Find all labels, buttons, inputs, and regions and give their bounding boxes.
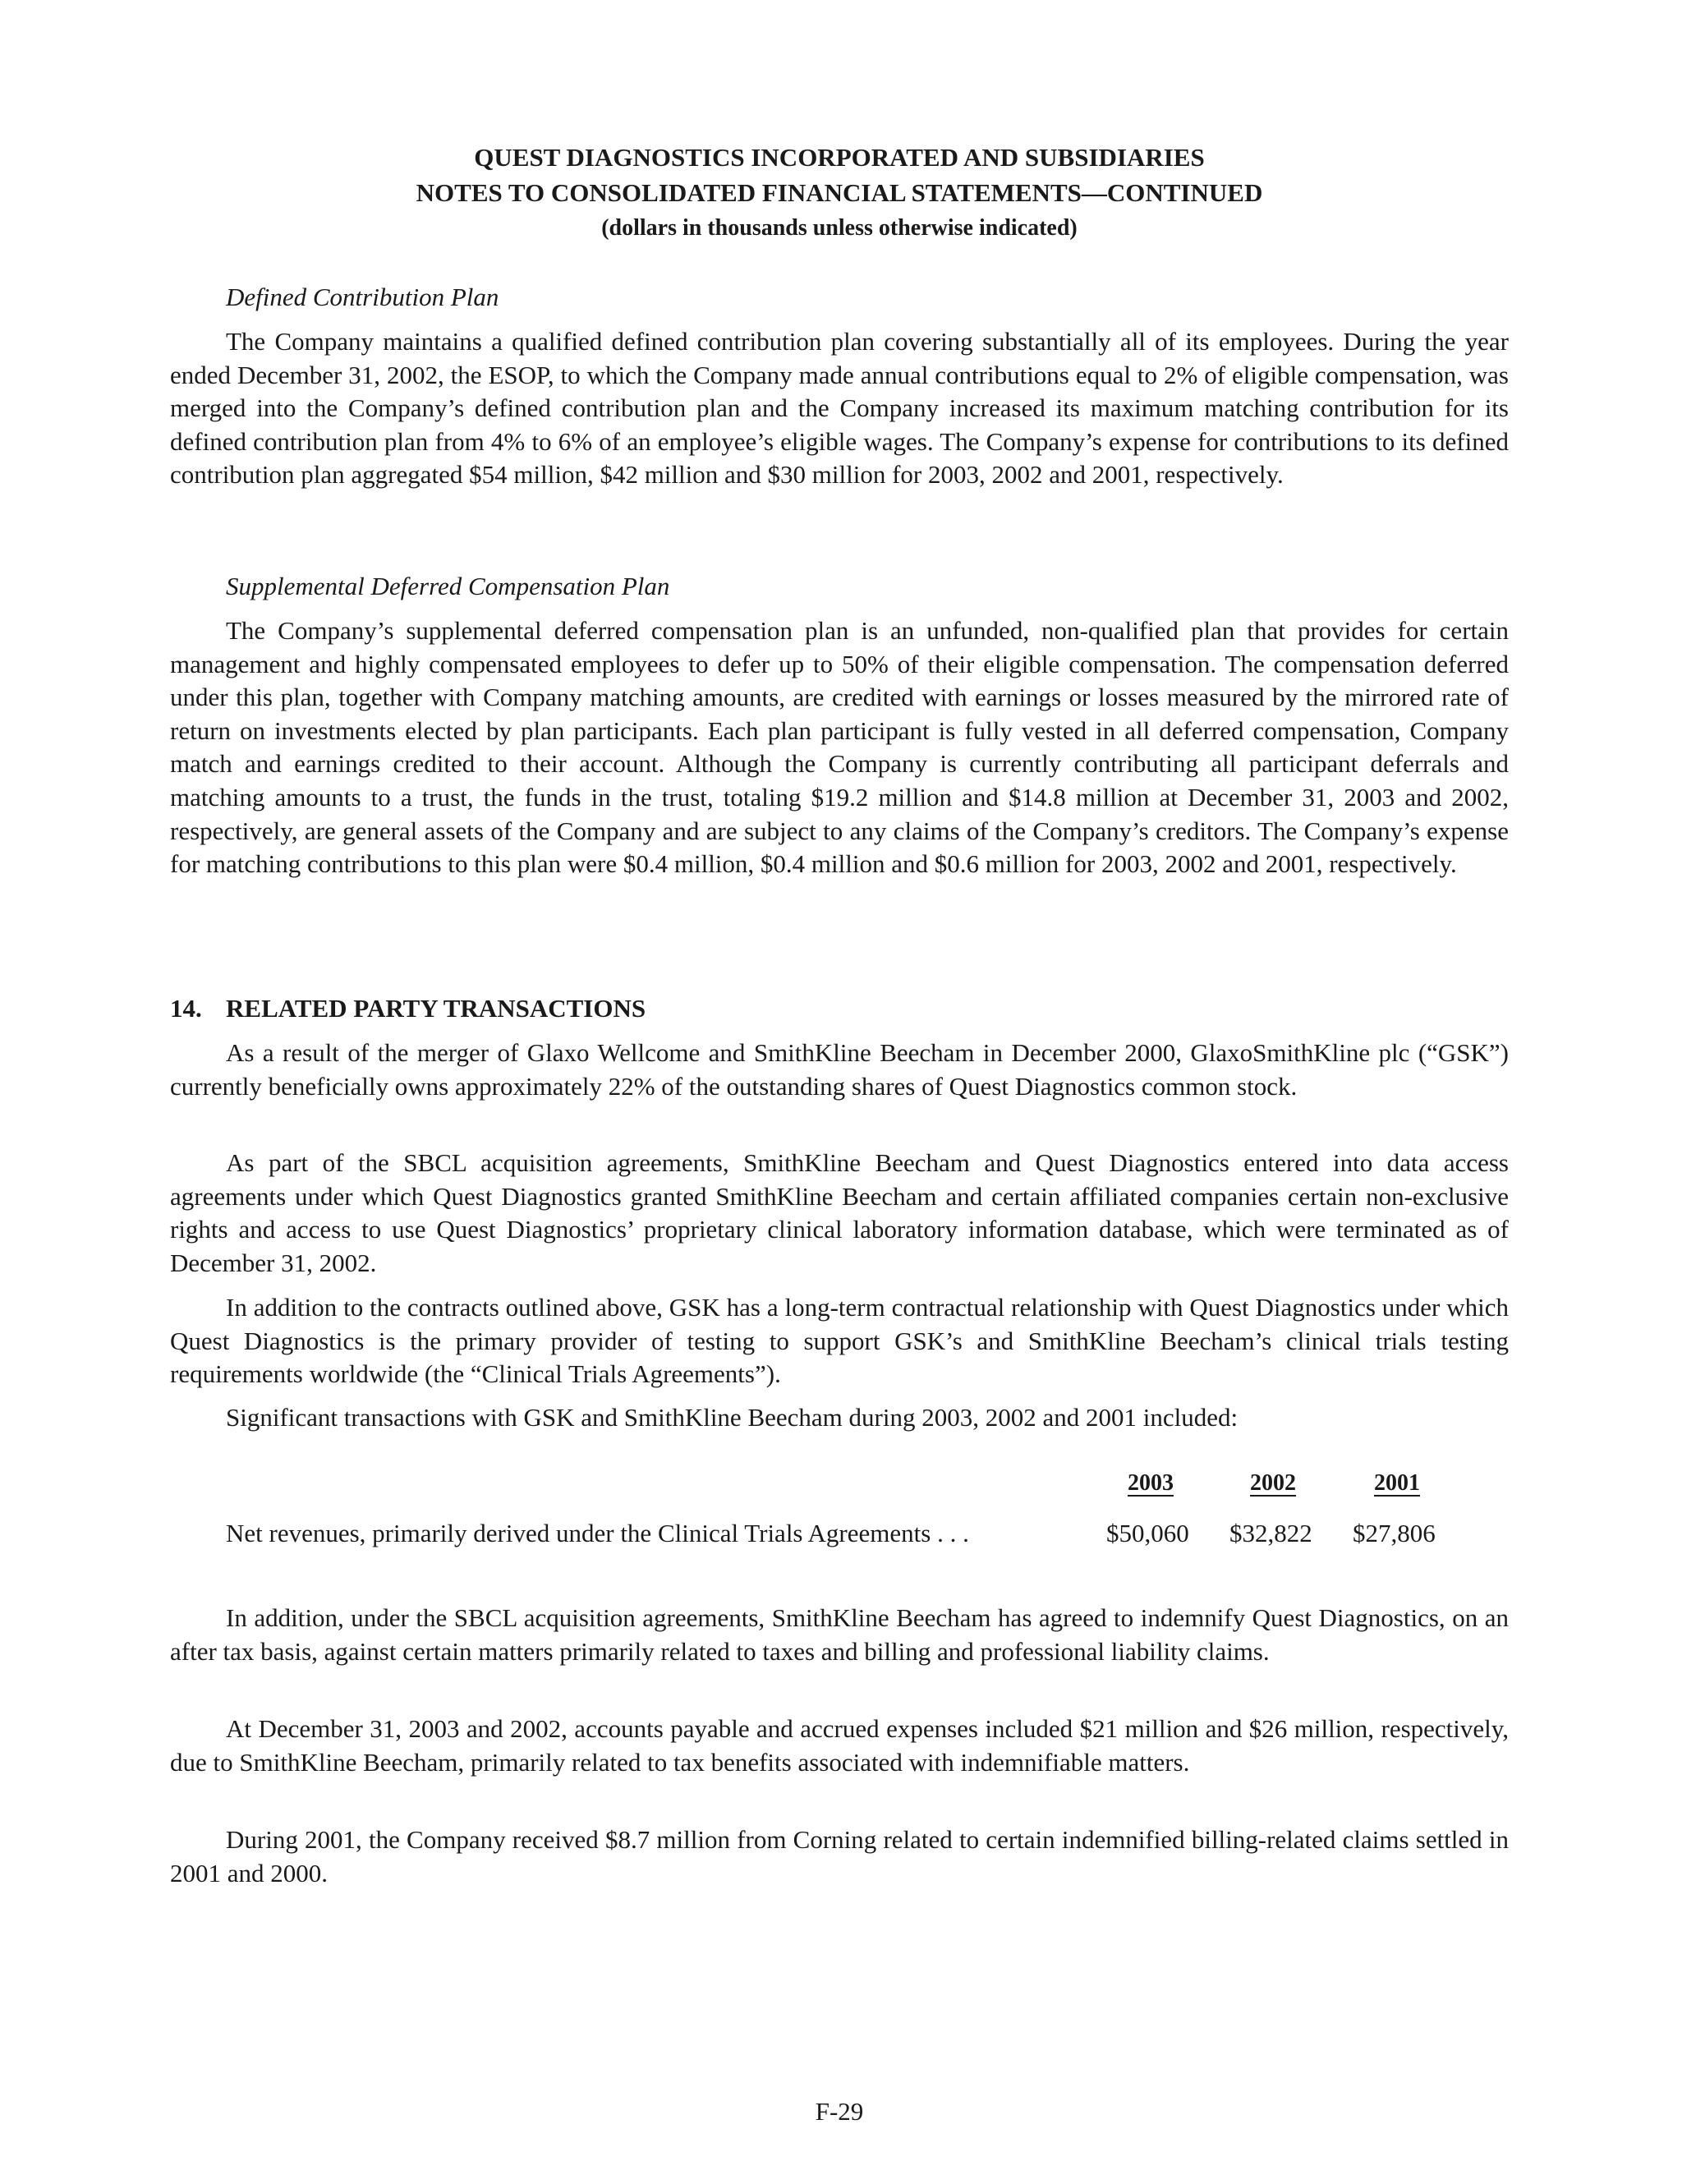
related-party-paragraph-2: As part of the SBCL acquisition agreements, SmithKline Beecham and Quest Diagnostics entered into data access agreements under which Quest Diagnostics granted SmithKline Beecham and certain affiliated companies certain non-exclusive rights and access to use Quest Diagnostics’ proprietary clinical laboratory information database, which were terminated as of December 31, 2002. [170, 1148, 1509, 1277]
related-party-paragraph-3: In addition to the contracts outlined above, GSK has a long-term contractual relationship with Quest Diagnostics under which Quest Diagnostics is the primary provider of testing to support GSK’s and SmithKline Beecham’s clinical trials testing requirements worldwide (the “Clinical Trials Agreements”). [170, 1293, 1509, 1389]
table-header-2001: 2001 [1374, 1470, 1420, 1496]
section-heading [170, 992, 646, 1025]
table-header-2002: 2002 [1250, 1470, 1296, 1496]
table-header-2003: 2003 [1128, 1470, 1174, 1496]
related-party-paragraph-5: In addition, under the SBCL acquisition agreements, SmithKline Beecham has agreed to indemnify Quest Diagnostics, on an after tax basis, against certain matters primarily related to taxes and billing and professional liability claims. [170, 1603, 1509, 1666]
related-party-paragraph-7: During 2001, the Company received $8.7 million from Corning related to certain indemnified billing-related claims settled in 2001 and 2000. [170, 1825, 1509, 1887]
supplemental-plan-heading: Supplemental Deferred Compensation Plan [226, 572, 670, 600]
section-number: 14. [170, 994, 202, 1023]
supplemental-plan-paragraph: The Company’s supplemental deferred compensation plan is an unfunded, non-qualified plan that provides for certain management and highly compensated employees to defer up to 50% of their eligible compensation. The compensation deferred under this plan, together with Company matching amounts, are credited with earnings or losses measured by the mirrored rate of return on investments elected by plan participants. Each plan participant is fully vested in all deferred compensation, Company match and earnings credited to their account. Although the Company is currently contributing all participant deferrals and matching amounts to a trust, the funds in the trust, totaling $19.2 million and $14.8 million at December 31, 2003 and 2002, respectively, are general assets of the Company and are subject to any claims of the Company’s creditors. The Company’s expense for matching contributions to this plan were $0.4 million, $0.4 million and $0.6 million for 2003, 2002 and 2001, respectively. [170, 616, 1509, 879]
row-label: Net revenues, primarily derived under the Clinical Trials Agreements . . . [226, 1519, 969, 1547]
related-party-paragraph-4: Significant transactions with GSK and SmithKline Beecham during 2003, 2002 and 2001 included: [226, 1403, 1239, 1432]
related-party-paragraph-1: As a result of the merger of Glaxo Wellcome and SmithKline Beecham in December 2000, GlaxoSmithKline plc (“GSK”) currently beneficially owns approximately 22% of the outstanding shares of Quest Diagnostics common stock. [170, 1038, 1509, 1101]
section-title: RELATED PARTY TRANSACTIONS [226, 994, 646, 1023]
defined-contribution-heading: Defined Contribution Plan [226, 283, 499, 311]
defined-contribution-paragraph: The Company maintains a qualified defined contribution plan covering substantially all of its employees. During the year ended December 31, 2002, the ESOP, to which the Company made annual contributions equal to 2% of eligible compensation, was merged into the Company’s defined contribution plan and the Company increased its maximum matching contribution for its defined contribution plan from 4% to 6% of an employee’s eligible wages. The Company’s expense for contributions to its defined contribution plan aggregated $54 million, $42 million and $30 million for 2003, 2002 and 2001, respectively. [170, 327, 1509, 490]
page-title: NOTES TO CONSOLIDATED FINANCIAL STATEMENTS—CONTINUED [416, 178, 1263, 207]
company-name: QUEST DIAGNOSTICS INCORPORATED AND SUBSIDIARIES [474, 143, 1205, 172]
related-party-paragraph-6: At December 31, 2003 and 2002, accounts payable and accrued expenses included $21 million and $26 million, respectively, due to SmithKline Beecham, primarily related to tax benefits associated with indemnifiable matters. [170, 1714, 1509, 1777]
page-number: F-29 [815, 2097, 864, 2126]
units-note: (dollars in thousands unless otherwise indicated) [601, 215, 1078, 241]
page-header [170, 140, 1509, 246]
value-2003: $50,060 [1106, 1519, 1189, 1547]
value-2002: $32,822 [1229, 1519, 1312, 1547]
value-2001: $27,806 [1353, 1519, 1436, 1547]
